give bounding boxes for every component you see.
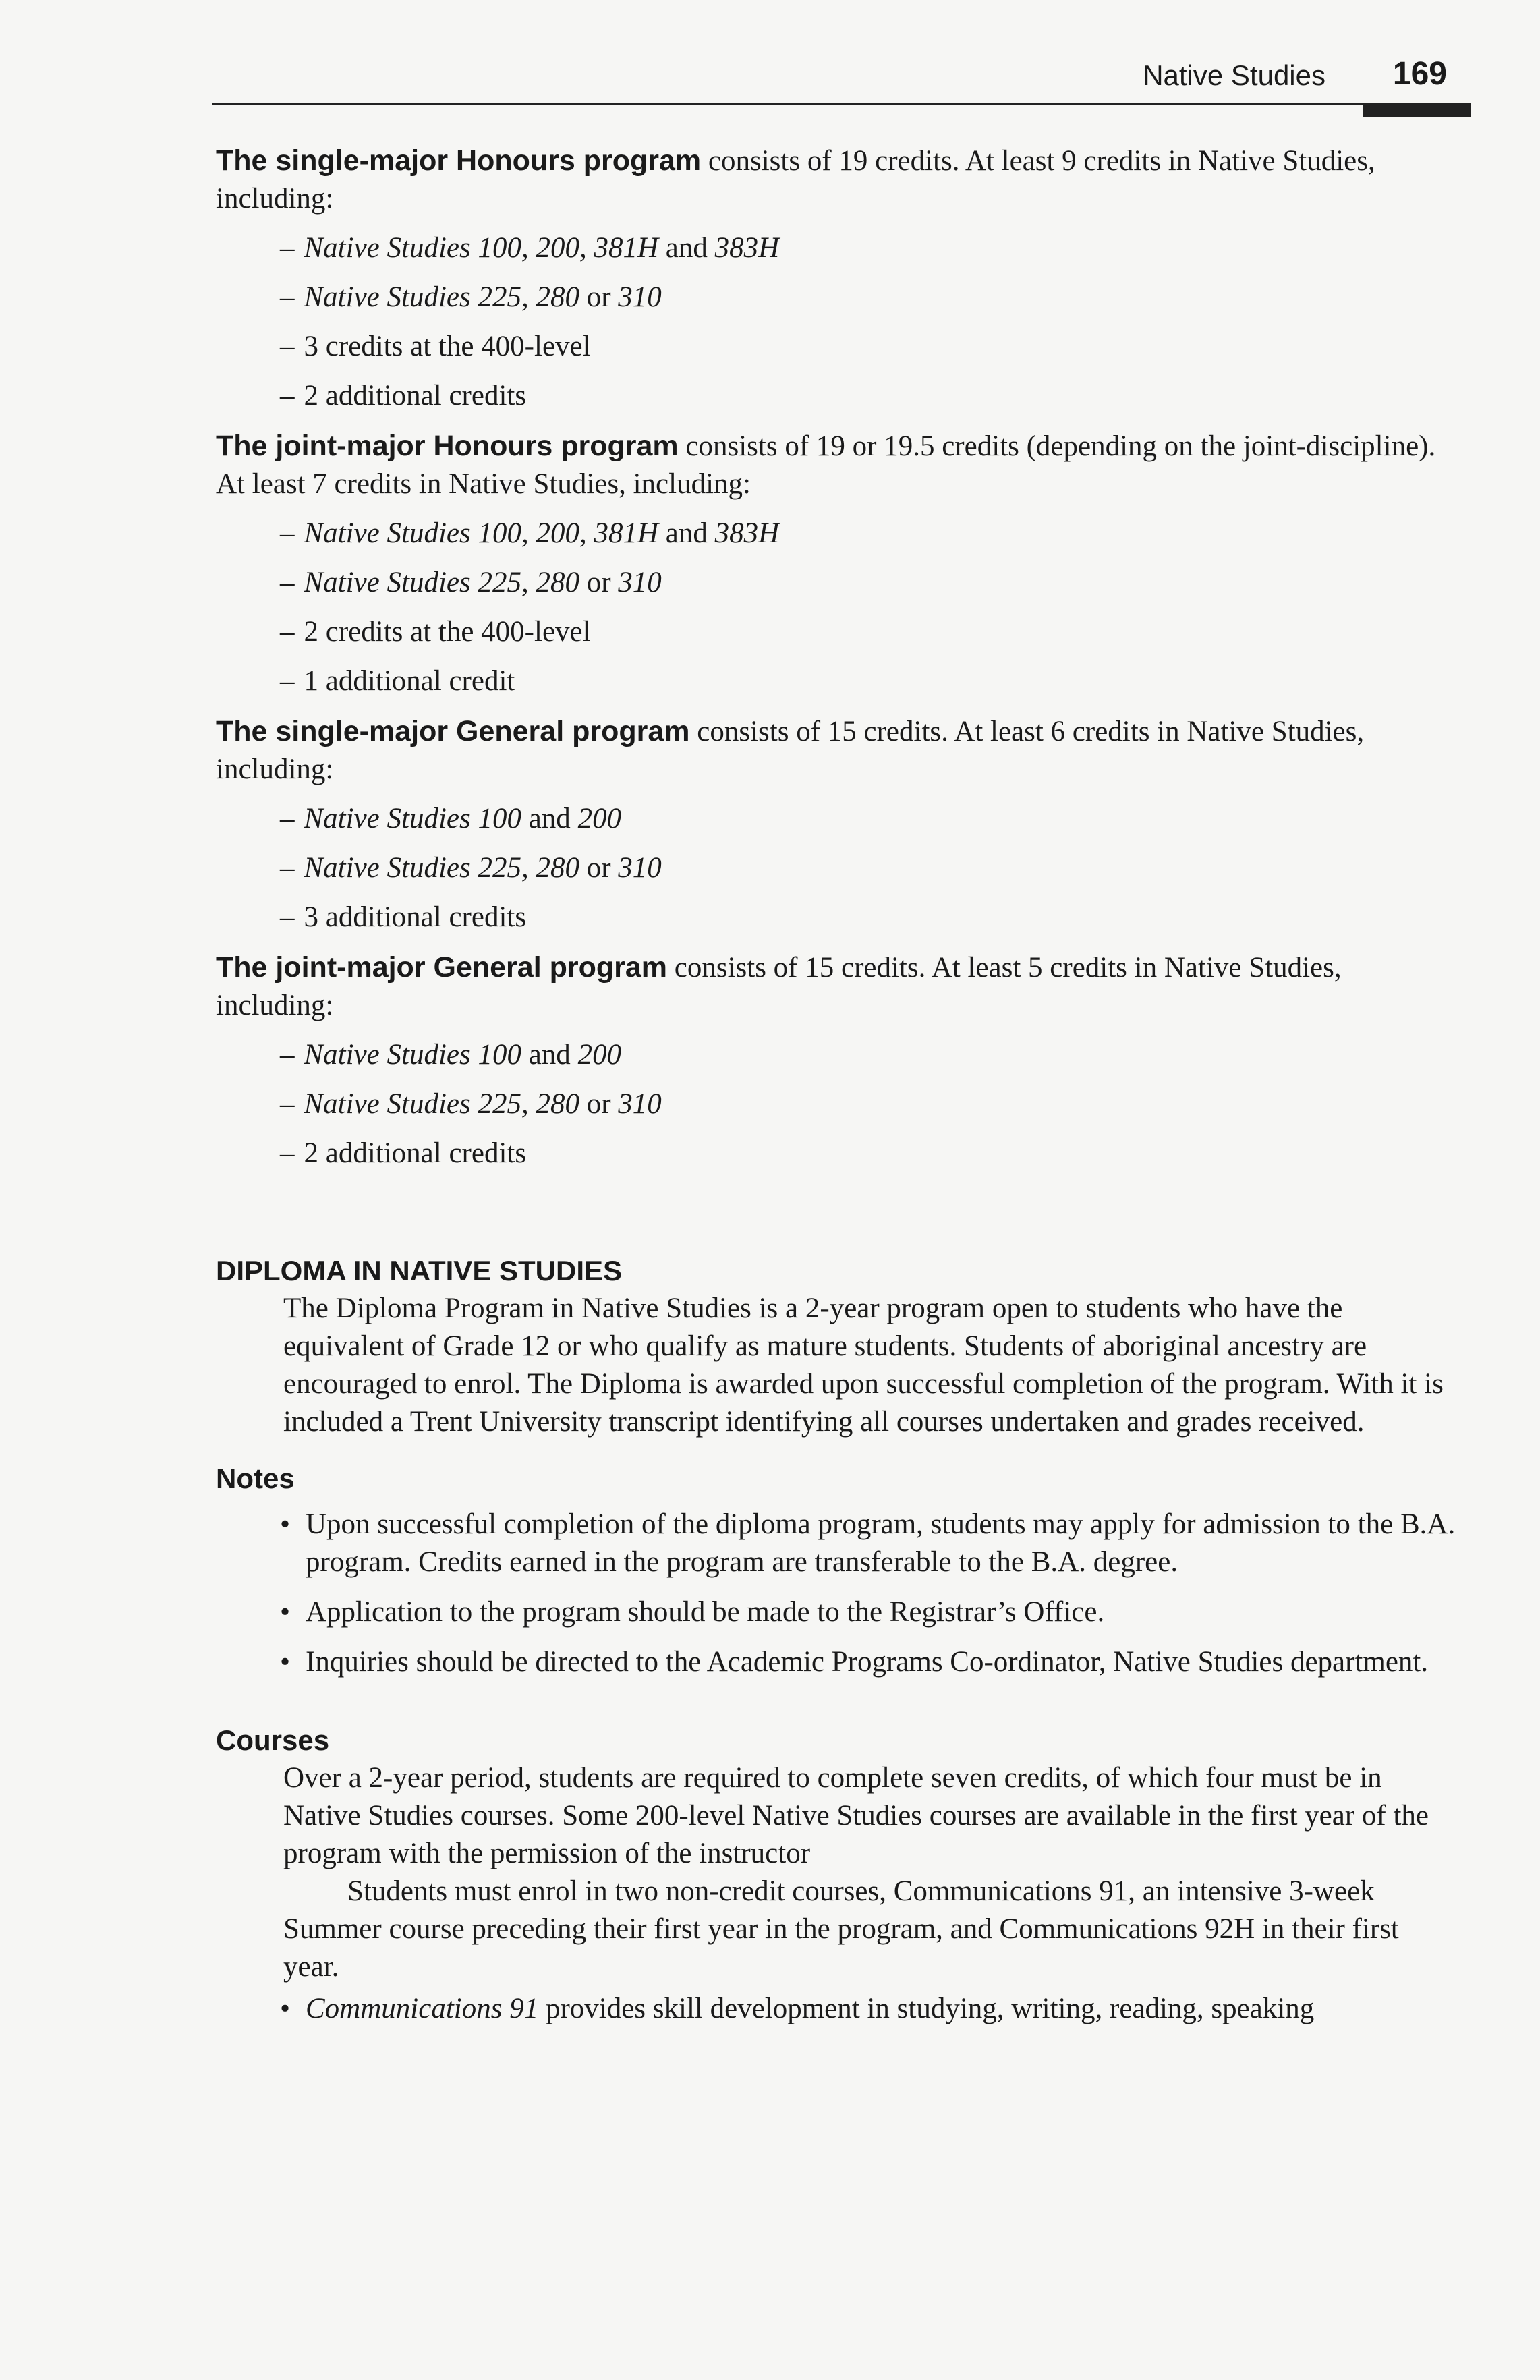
bullet-icon: • — [280, 1508, 291, 1540]
requirement-list — [216, 223, 1457, 420]
note-item: • Application to the program should be made to the Registrar’s Office. — [280, 1593, 1457, 1631]
bullet-icon: • — [280, 1646, 291, 1678]
program-lead: The single-major General program — [216, 715, 690, 747]
list-item: – 1 additional credit — [280, 665, 515, 697]
list-item: – 2 additional credits — [280, 380, 527, 412]
list-item: – Native Studies 225, 280 or 310 — [280, 852, 662, 884]
notes-list — [216, 1506, 1457, 1681]
bullet-icon: • — [280, 1596, 291, 1628]
header-rule — [212, 103, 1467, 105]
list-item: – Native Studies 100 and 200 — [280, 803, 622, 834]
program-lead: The joint-major Honours program — [216, 430, 679, 462]
program-text: consists of 15 credits. At least 5 credits in Native Studies, including: — [216, 952, 1342, 1021]
program-paragraph — [216, 427, 1457, 503]
header-tab-mark — [1363, 103, 1471, 117]
diploma-body — [216, 1290, 1457, 1441]
courses-list — [216, 1990, 1457, 2028]
program-paragraph — [216, 712, 1457, 789]
page-header — [212, 54, 1467, 101]
course-item: • Communications 91 provides skill development in studying, writing, reading, speaking — [280, 1990, 1457, 2028]
courses-paragraph: Over a 2-year period, students are required to complete seven credits, of which four must be in Native Studies courses. Some 200-level Native Studies courses are available in the first year of the program with the permission of the instructor — [283, 1762, 1429, 1869]
program-lead: The joint-major General program — [216, 951, 667, 984]
requirement-list — [216, 794, 1457, 942]
program-paragraph — [216, 948, 1457, 1025]
running-title: Native Studies — [1143, 59, 1325, 91]
requirement-list — [216, 509, 1457, 706]
list-item: – Native Studies 100 and 200 — [280, 1039, 622, 1071]
list-item: – 2 credits at the 400-level — [280, 616, 591, 648]
list-item: – Native Studies 225, 280 or 310 — [280, 1088, 662, 1120]
section-heading-courses: Courses — [216, 1724, 330, 1756]
note-item: • Upon successful completion of the diploma program, students may apply for admission to the B.A. program. Credits earned in the program are transferable to the B.A. degree. — [280, 1506, 1457, 1581]
bullet-icon: • — [280, 1993, 291, 2024]
section-heading-diploma: DIPLOMA IN NATIVE STUDIES — [216, 1255, 623, 1286]
list-item: – Native Studies 100, 200, 381H and 383H — [280, 232, 780, 264]
program-lead: The single-major Honours program — [216, 144, 702, 177]
courses-paragraph: Students must enrol in two non-credit courses, Communications 91, an intensive 3-week Summer course preceding their first year in the program, and Communications 92H in their first year. — [283, 1875, 1399, 1983]
page-content — [216, 142, 1457, 2040]
program-text: consists of 19 or 19.5 credits (depending on the joint-discipline). At least 7 credits in Native Studies, including: — [216, 430, 1436, 500]
list-item: – Native Studies 100, 200, 381H and 383H — [280, 517, 780, 549]
diploma-paragraph: The Diploma Program in Native Studies is a 2-year program open to students who have the equivalent of Grade 12 or who qualify as mature students. Students of aboriginal ancestry are encouraged to enrol. The Diploma is awarded upon successful completion of the program. With it is included a Trent University transcript identifying all courses undertaken and grades received. — [283, 1293, 1444, 1438]
note-item: • Inquiries should be directed to the Academic Programs Co-ordinator, Native Studies department. — [280, 1643, 1457, 1681]
list-item: – Native Studies 225, 280 or 310 — [280, 567, 662, 598]
list-item: – 3 additional credits — [280, 901, 527, 933]
program-paragraph — [216, 142, 1457, 218]
courses-body — [216, 1759, 1457, 1986]
section-heading-notes: Notes — [216, 1463, 295, 1494]
list-item: – 2 additional credits — [280, 1137, 527, 1169]
program-text: consists of 15 credits. At least 6 credits in Native Studies, including: — [216, 716, 1365, 785]
list-item: – 3 credits at the 400-level — [280, 331, 591, 362]
requirement-list — [216, 1030, 1457, 1178]
page-number: 169 — [1392, 56, 1447, 92]
program-text: consists of 19 credits. At least 9 credits in Native Studies, including: — [216, 145, 1375, 215]
list-item: – Native Studies 225, 280 or 310 — [280, 281, 662, 313]
